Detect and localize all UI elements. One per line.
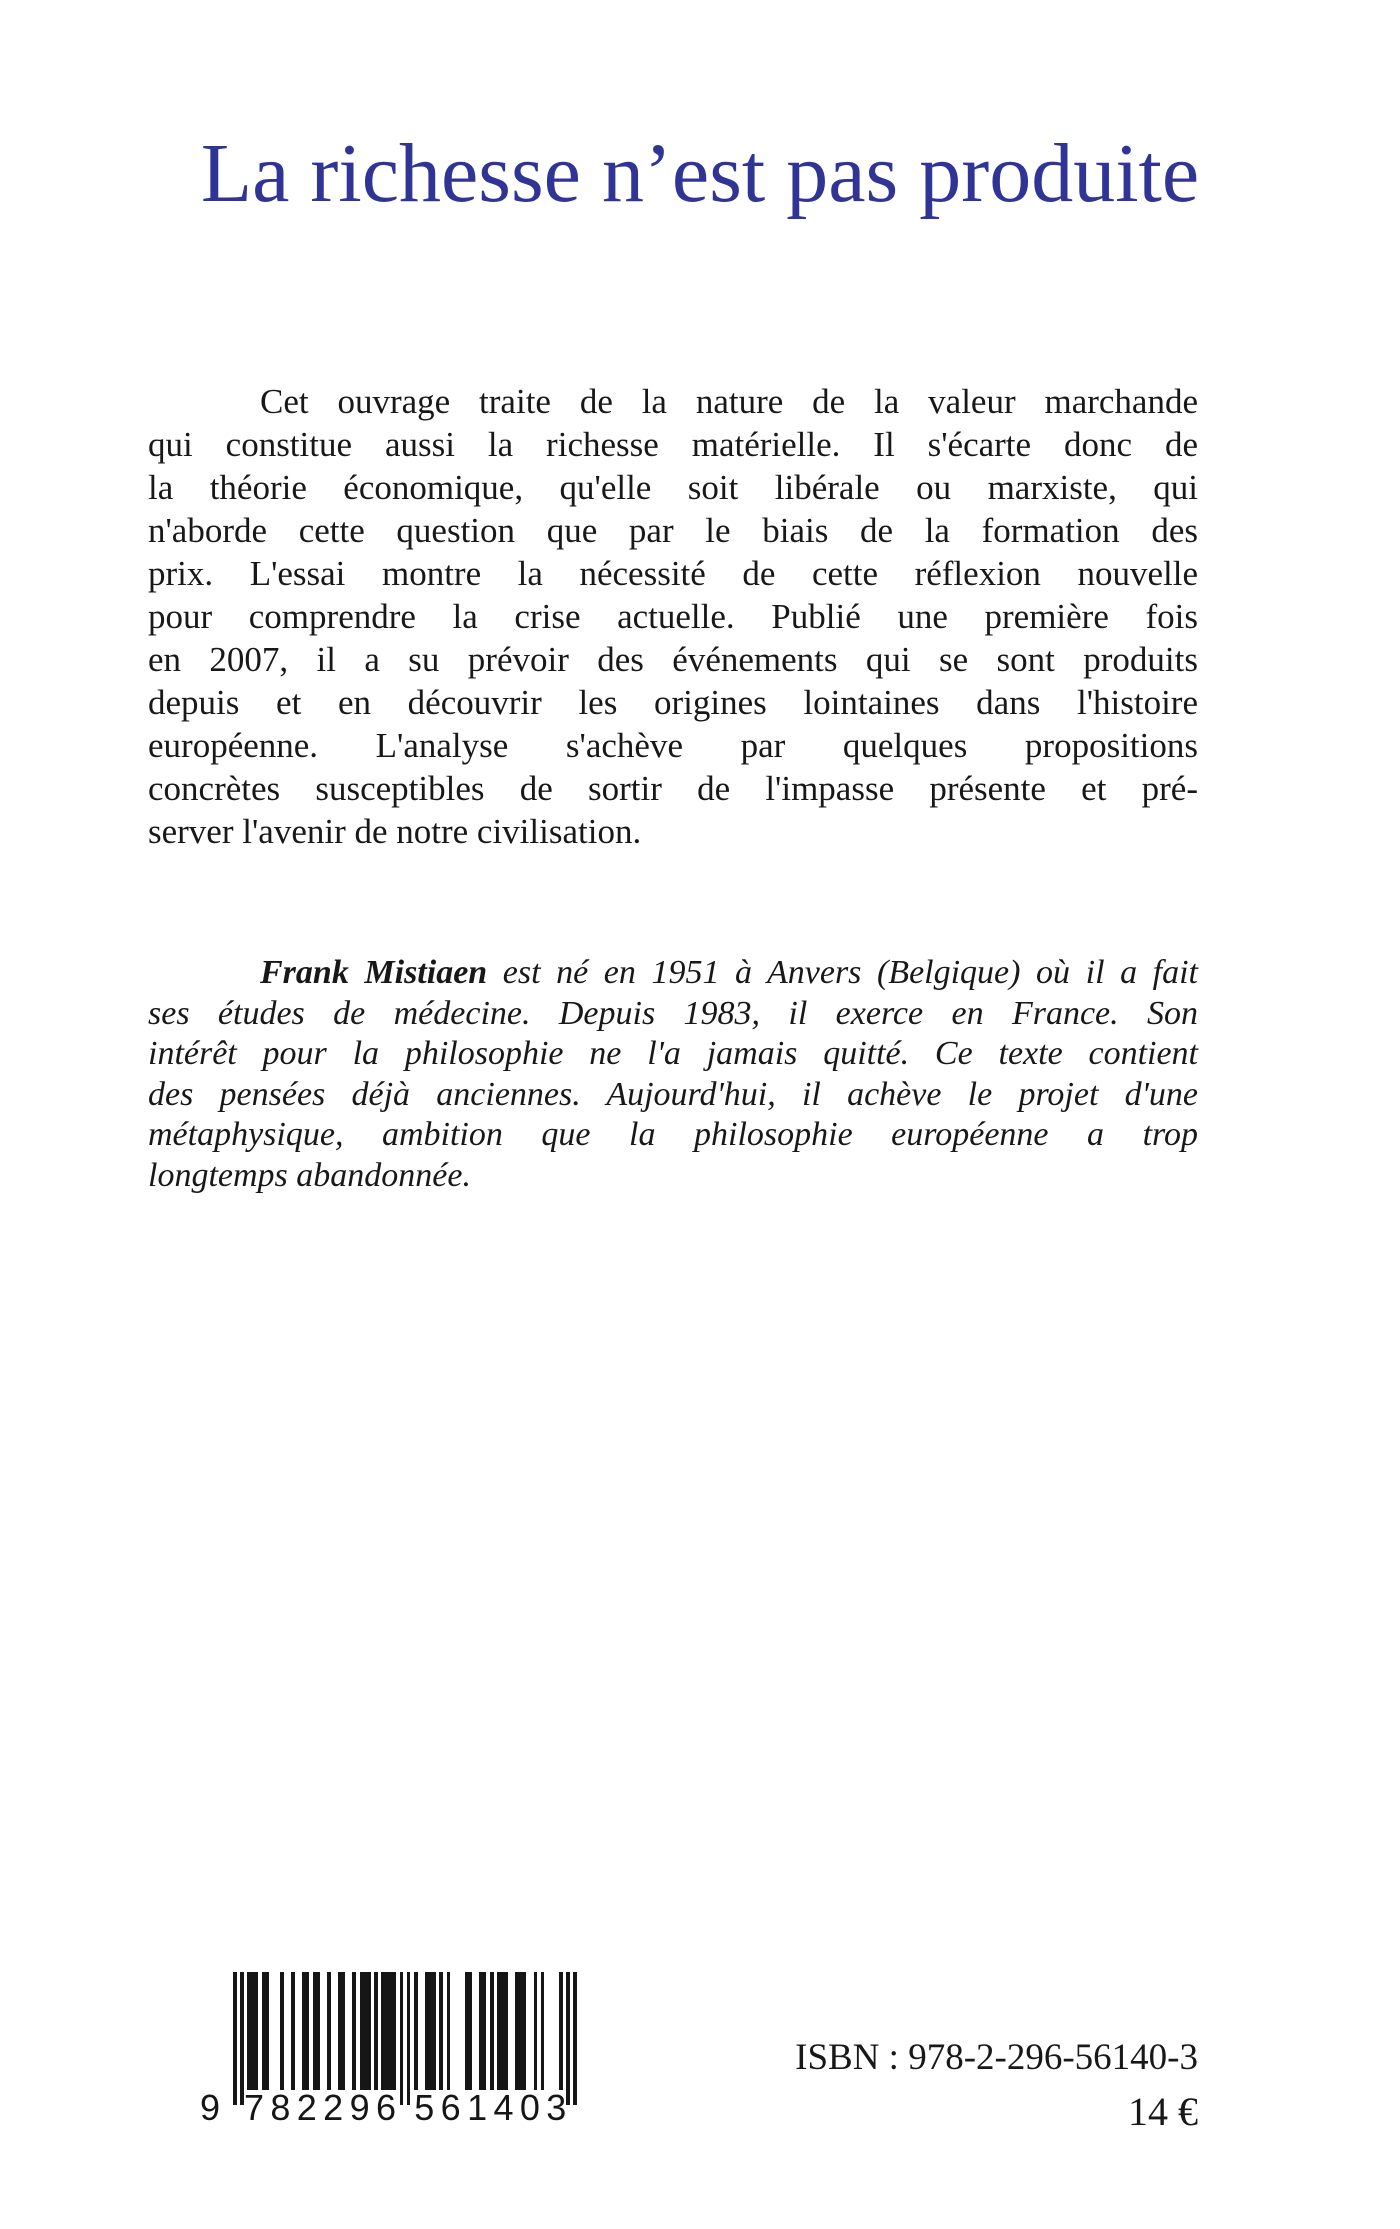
text-line bbox=[148, 953, 1198, 994]
barcode-bar bbox=[352, 1972, 356, 2090]
barcode-lead-digit: 9 bbox=[200, 2087, 221, 2128]
barcode-bar bbox=[360, 1972, 371, 2090]
barcode-digit: 6 bbox=[375, 2087, 396, 2128]
text-line: server l'avenir de notre civilisation. bbox=[148, 812, 642, 851]
barcode-bar bbox=[465, 1972, 472, 2090]
text-line: métaphysique, ambition que la philosophie européenne a trop bbox=[148, 1116, 1198, 1154]
text-line: Cet ouvrage traite de la nature de la valeur marchande bbox=[260, 382, 1198, 421]
text-line: ses études de médecine. Depuis 1983, il exerce en France. Son bbox=[148, 994, 1198, 1032]
barcode-bar bbox=[400, 1972, 404, 2105]
barcode-bar bbox=[233, 1972, 237, 2105]
barcode-digit: 8 bbox=[270, 2087, 291, 2128]
barcode-bar bbox=[280, 1972, 284, 2090]
barcode-digit: 1 bbox=[467, 2087, 488, 2128]
text-line: intérêt pour la philosophie ne l'a jamais quitté. Ce texte contient bbox=[148, 1035, 1198, 1073]
text-line: en 2007, il a su prévoir des événements qui se sont produits bbox=[148, 640, 1198, 679]
text-line: la théorie économique, qu'elle soit libérale ou marxiste, qui bbox=[148, 468, 1198, 507]
barcode-digit: 0 bbox=[519, 2087, 540, 2128]
author-name: Frank Mistiaen bbox=[260, 954, 488, 991]
barcode-bar bbox=[338, 1972, 345, 2090]
text-line: longtemps abandonnée. bbox=[148, 1156, 471, 1194]
barcode-bar bbox=[374, 1972, 378, 2090]
barcode-bar bbox=[541, 1972, 545, 2090]
synopsis-paragraph bbox=[148, 380, 1198, 853]
barcode-digit: 5 bbox=[414, 2087, 435, 2128]
barcode-bar bbox=[566, 1972, 570, 2105]
text-line: européenne. L'analyse s'achève par quelques propositions bbox=[148, 726, 1198, 765]
text-line: prix. L'essai montre la nécessité de cette réflexion nouvelle bbox=[148, 554, 1198, 593]
text-line: n'aborde cette question que par le biais de la formation des bbox=[148, 511, 1198, 550]
barcode-bar bbox=[302, 1972, 309, 2090]
barcode-bar bbox=[515, 1972, 526, 2090]
author-bio-paragraph bbox=[148, 953, 1198, 1197]
barcode-bar bbox=[497, 1972, 508, 2090]
barcode-bar bbox=[425, 1972, 436, 2090]
barcode-bar bbox=[573, 1972, 577, 2105]
barcode-bar bbox=[559, 1972, 563, 2090]
barcode-digit: 3 bbox=[546, 2087, 567, 2128]
barcode-digit: 7 bbox=[244, 2087, 265, 2128]
text-line: depuis et en découvrir les origines lointaines dans l'histoire bbox=[148, 683, 1198, 722]
barcode-bar bbox=[262, 1972, 269, 2090]
barcode-digit: 9 bbox=[349, 2087, 370, 2128]
barcode-digit: 6 bbox=[440, 2087, 461, 2128]
barcode-digits-group2 bbox=[414, 2088, 566, 2128]
barcode-bar bbox=[291, 1972, 295, 2090]
book-title: La richesse n’est pas produite bbox=[200, 127, 1200, 220]
barcode-digits-group1 bbox=[244, 2088, 396, 2128]
text-line: des pensées déjà anciennes. Aujourd'hui, il achève le projet d'une bbox=[148, 1075, 1198, 1113]
barcode-bar bbox=[240, 1972, 244, 2105]
barcode-bar bbox=[247, 1972, 258, 2090]
isbn-text: ISBN : 978-2-296-56140-3 bbox=[795, 2037, 1198, 2078]
ean13-barcode bbox=[200, 1972, 577, 2128]
barcode-bar bbox=[439, 1972, 443, 2090]
barcode-bar bbox=[327, 1972, 331, 2090]
price-text: 14 € bbox=[1128, 2089, 1198, 2134]
barcode-bar bbox=[414, 1972, 418, 2090]
barcode-digit: 2 bbox=[296, 2087, 317, 2128]
text-line: pour comprendre la crise actuelle. Publié une première fois bbox=[148, 597, 1198, 636]
text-line: concrètes susceptibles de sortir de l'impasse présente et pré- bbox=[148, 769, 1198, 808]
barcode-digit: 2 bbox=[323, 2087, 344, 2128]
barcode-bar bbox=[447, 1972, 451, 2090]
barcode-bar bbox=[534, 1972, 538, 2090]
text-span: est né en 1951 à Anvers (Belgique) où il a fait bbox=[487, 954, 1199, 991]
barcode-bar bbox=[313, 1972, 320, 2090]
barcode-bar bbox=[490, 1972, 494, 2090]
barcode-bar bbox=[479, 1972, 486, 2090]
text-line: qui constitue aussi la richesse matérielle. Il s'écarte donc de bbox=[148, 425, 1198, 464]
barcode-digit: 4 bbox=[493, 2087, 514, 2128]
barcode-bar bbox=[407, 1972, 411, 2105]
barcode-bar bbox=[381, 1972, 395, 2090]
